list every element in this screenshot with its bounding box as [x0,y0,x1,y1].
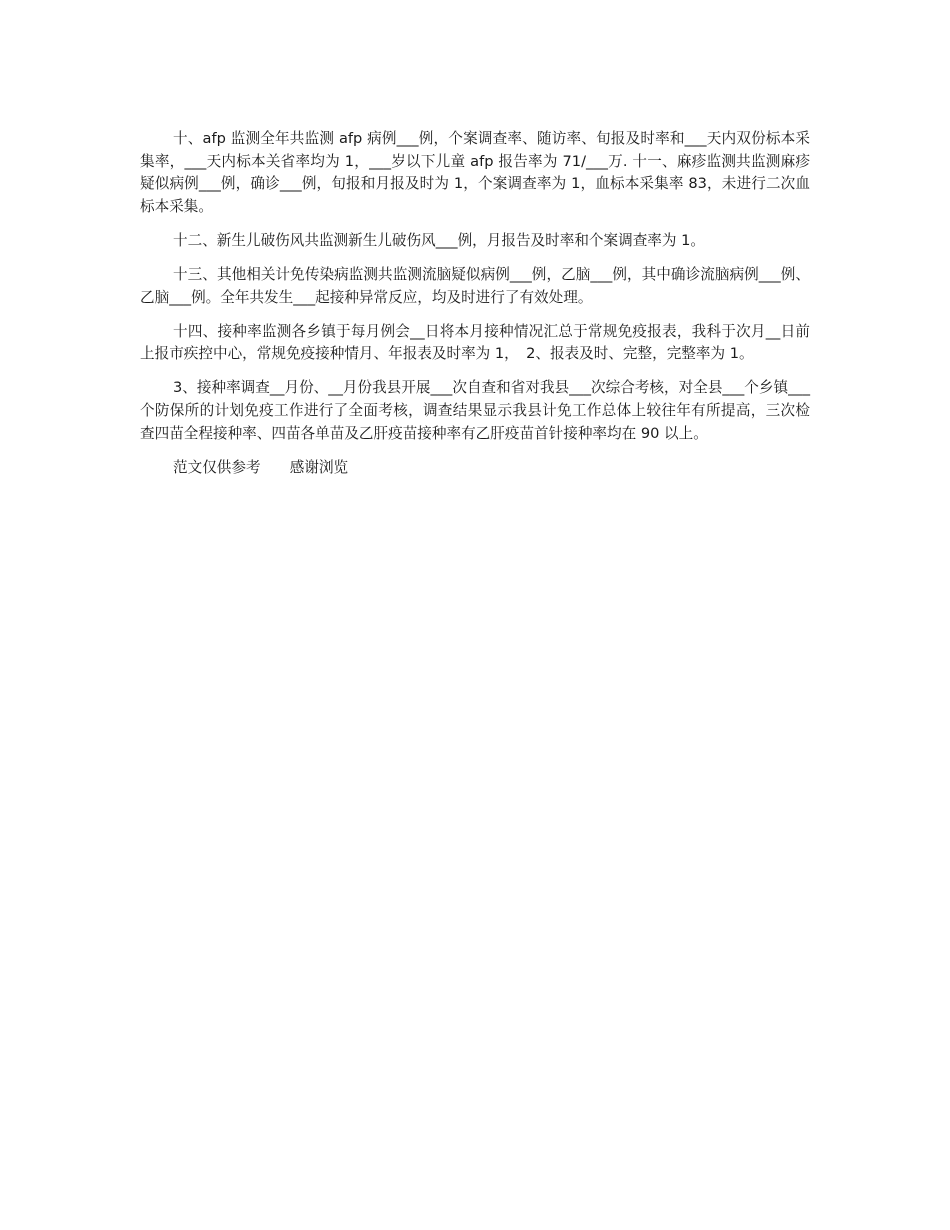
footer-note: 范文仅供参考 感谢浏览 [173,458,349,476]
paragraph-neonatal-tetanus: 十二、新生儿破伤风共监测新生儿破伤风___例，月报告及时率和个案调查率为 1。 [173,231,706,249]
document-page [140,128,810,479]
paragraph-afp-measles: 十、afp 监测全年共监测 afp 病例___例，个案调查率、随访率、旬报及时率和___天内双份标本采集率，___天内标本关省率均为 1，___岁以下儿童 afp 报告率为 71/___万. 十一、麻疹监测共监测麻疹疑似病例___例，确诊___例，旬报和月报及时为 1，个案调查率为 1，血标本采集率 83，未进行二次血标本采集。 [140,130,810,215]
paragraph-other-diseases: 十三、其他相关计免传染病监测共监测流脑疑似病例___例，乙脑___例，其中确诊流脑病例___例、乙脑___例。全年共发生___起接种异常反应，均及时进行了有效处理。 [140,265,810,306]
paragraph-vaccination-survey: 3、接种率调查__月份、__月份我县开展___次自查和省对我县___次综合考核，对全县___个乡镇___个防保所的计划免疫工作进行了全面考核，调查结果显示我县计免工作总体上较往年有所提高，三次检查四苗全程接种率、四苗各单苗及乙肝疫苗接种率有乙肝疫苗首针接种率均在 90 以上。 [140,379,810,442]
paragraph-vaccination-monitoring: 十四、接种率监测各乡镇于每月例会__日将本月接种情况汇总于常规免疫报表，我科于次月__日前上报市疾控中心，常规免疫接种情月、年报表及时率为 1， 2、报表及时、完整，完整率为 1。 [140,322,810,363]
